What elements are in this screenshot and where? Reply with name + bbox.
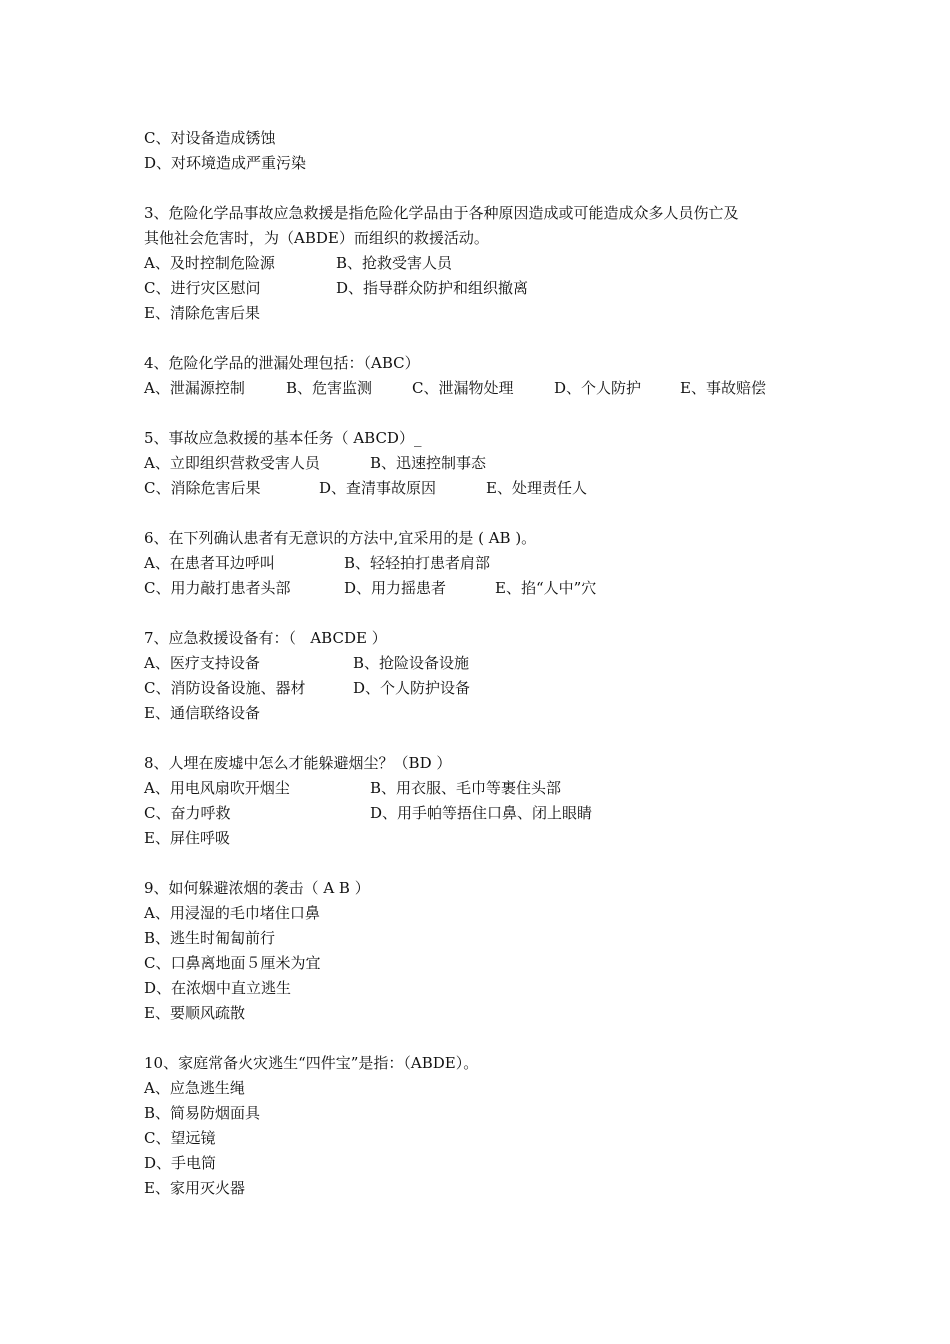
q9-option-e: E、要顺风疏散 — [144, 1004, 245, 1022]
q5-option-d: D、查清事故原因 — [319, 479, 437, 497]
q4-option-a: A、泄漏源控制 — [144, 379, 245, 397]
q10-option-b: B、简易防烟面具 — [144, 1104, 261, 1122]
q10-option-d: D、手电筒 — [144, 1154, 217, 1172]
q8-option-c: C、奋力呼救 — [144, 804, 231, 822]
q9-option-a: A、用浸湿的毛巾堵住口鼻 — [144, 904, 320, 922]
q5-option-c: C、消除危害后果 — [144, 479, 261, 497]
q8-option-b: B、用衣服、毛巾等裹住头部 — [370, 779, 562, 797]
q3-option-c: C、进行灾区慰问 — [144, 279, 261, 297]
question-8-options-row-1 — [144, 776, 844, 801]
question-7-options-row-1 — [144, 651, 844, 676]
q8-option-a: A、用电风扇吹开烟尘 — [144, 779, 290, 797]
q4-option-d: D、个人防护 — [554, 379, 642, 397]
q5-option-a: A、立即组织营救受害人员 — [144, 454, 320, 472]
question-3-options-row-2 — [144, 276, 844, 301]
question-5-options-row-2 — [144, 476, 844, 501]
q10-option-e: E、家用灭火器 — [144, 1179, 245, 1197]
question-8-options-row-2 — [144, 801, 844, 826]
question-5-stem: 5、事故应急救援的基本任务（ ABCD）_ — [144, 429, 422, 447]
question-3-stem-line-2: 其他社会危害时，为（ABDE）而组织的救援活动。 — [144, 229, 489, 247]
question-6-options-row-1 — [144, 551, 844, 576]
question-7-stem: 7、应急救援设备有：（ ABCDE ） — [144, 629, 387, 647]
option-c: C、对设备造成锈蚀 — [144, 129, 276, 147]
q6-option-e: E、掐“人中”穴 — [495, 579, 597, 597]
q8-option-d: D、用手帕等捂住口鼻、闭上眼睛 — [370, 804, 593, 822]
question-3-stem-line-1: 3、危险化学品事故应急救援是指危险化学品由于各种原因造成或可能造成众多人员伤亡及 — [144, 204, 739, 222]
q9-option-b: B、逃生时匍匐前行 — [144, 929, 276, 947]
q5-option-e: E、处理责任人 — [486, 479, 587, 497]
q6-option-d: D、用力摇患者 — [344, 579, 447, 597]
q7-option-b: B、抢险设备设施 — [353, 654, 470, 672]
q6-option-b: B、轻轻拍打患者肩部 — [344, 554, 491, 572]
q4-option-b: B、危害监测 — [286, 379, 373, 397]
q4-option-c: C、泄漏物处理 — [412, 379, 514, 397]
q6-option-a: A、在患者耳边呼叫 — [144, 554, 275, 572]
question-4-stem: 4、危险化学品的泄漏处理包括：（ABC） — [144, 354, 420, 372]
q7-option-c: C、消防设备设施、器材 — [144, 679, 306, 697]
question-6-stem: 6、在下列确认患者有无意识的方法中,宜采用的是 ( AB )。 — [144, 529, 537, 547]
q10-option-c: C、望远镜 — [144, 1129, 216, 1147]
question-4-options-row — [144, 376, 844, 401]
question-5-options-row-1 — [144, 451, 844, 476]
q7-option-d: D、个人防护设备 — [353, 679, 471, 697]
document-page — [144, 126, 844, 1201]
option-d: D、对环境造成严重污染 — [144, 154, 307, 172]
question-9-stem: 9、如何躲避浓烟的袭击（ A B ） — [144, 879, 370, 897]
question-10-stem: 10、家庭常备火灾逃生“四件宝”是指：（ABDE）。 — [144, 1054, 479, 1072]
q5-option-b: B、迅速控制事态 — [370, 454, 487, 472]
q9-option-d: D、在浓烟中直立逃生 — [144, 979, 292, 997]
question-3-options-row-1 — [144, 251, 844, 276]
question-8-stem: 8、人埋在废墟中怎么才能躲避烟尘？（BD ） — [144, 754, 452, 772]
question-7-options-row-2 — [144, 676, 844, 701]
q3-option-e: E、清除危害后果 — [144, 304, 260, 322]
q7-option-a: A、医疗支持设备 — [144, 654, 260, 672]
q4-option-e: E、事故赔偿 — [680, 379, 766, 397]
q9-option-c: C、口鼻离地面５厘米为宜 — [144, 954, 321, 972]
q3-option-b: B、抢救受害人员 — [336, 254, 453, 272]
q3-option-a: A、及时控制危险源 — [144, 254, 275, 272]
q7-option-e: E、通信联络设备 — [144, 704, 260, 722]
q6-option-c: C、用力敲打患者头部 — [144, 579, 291, 597]
question-6-options-row-2 — [144, 576, 844, 601]
q10-option-a: A、应急逃生绳 — [144, 1079, 245, 1097]
q3-option-d: D、指导群众防护和组织撤离 — [336, 279, 529, 297]
q8-option-e: E、屏住呼吸 — [144, 829, 230, 847]
